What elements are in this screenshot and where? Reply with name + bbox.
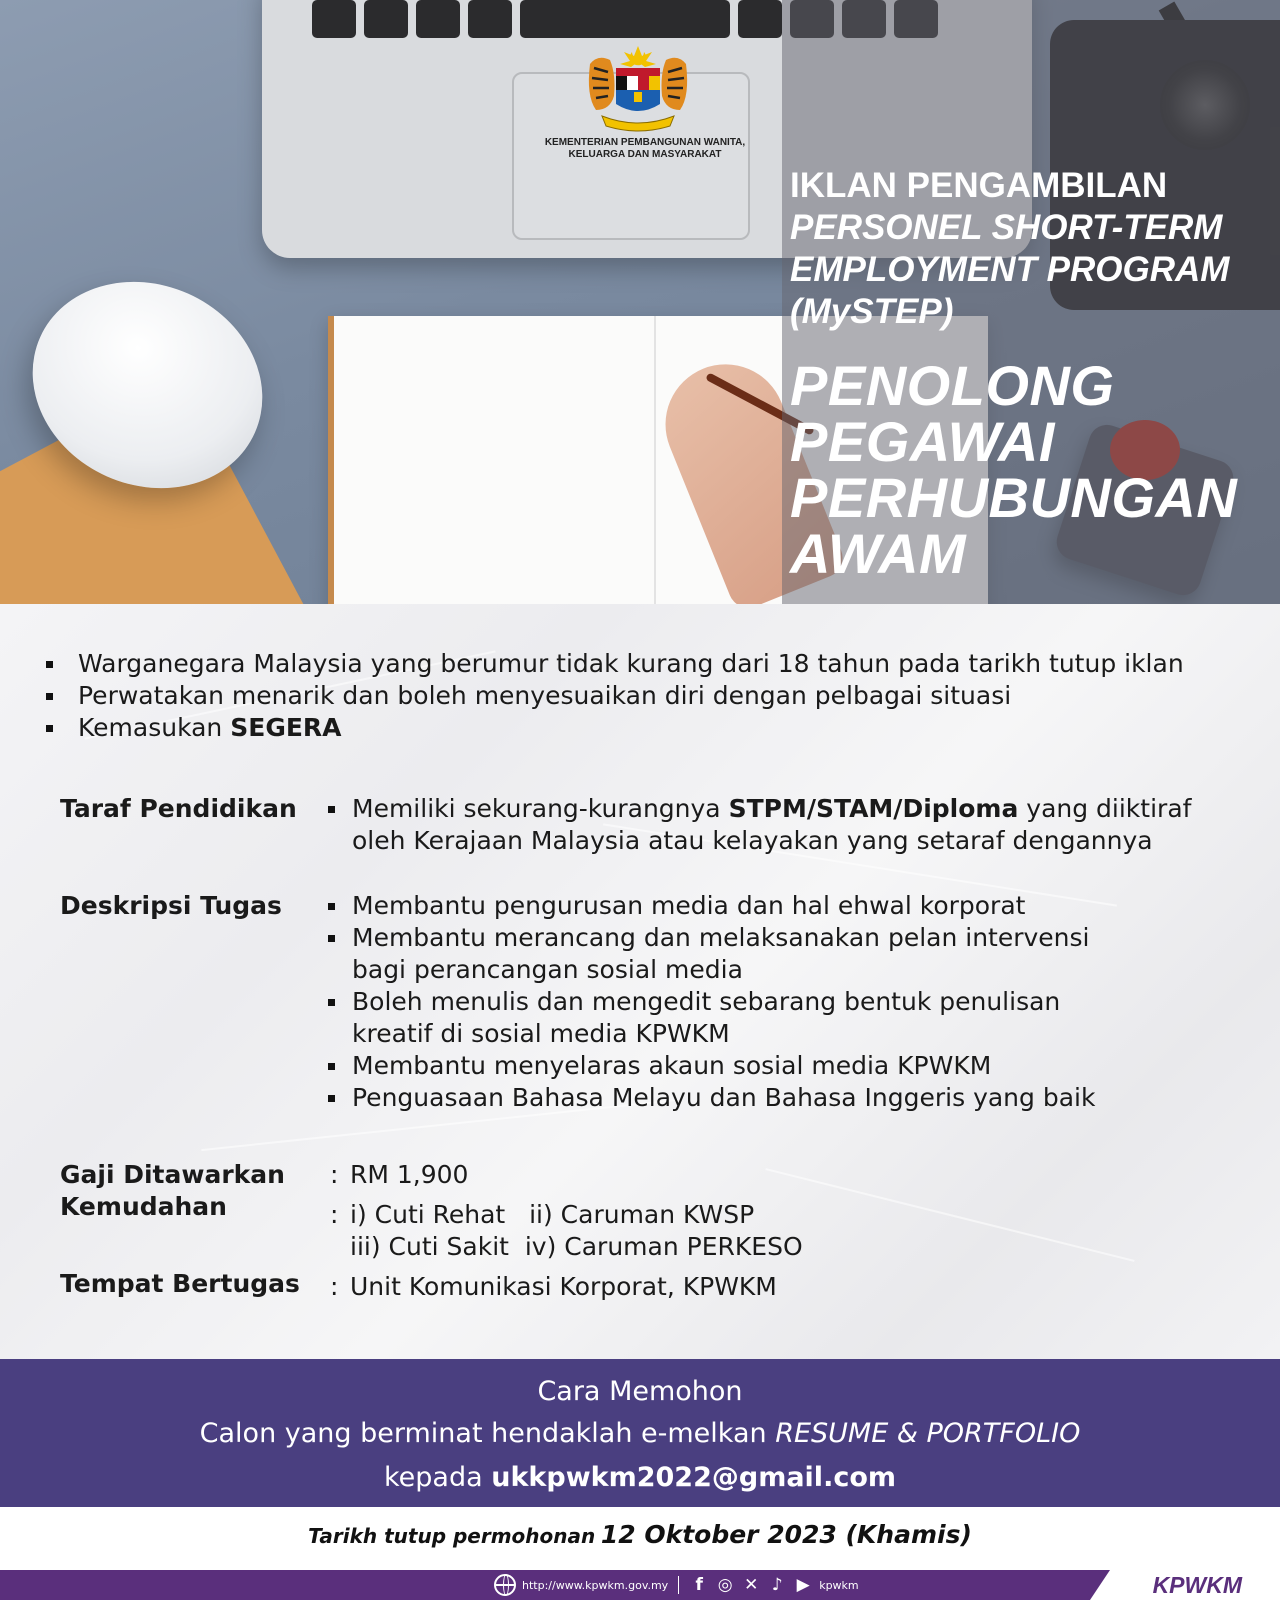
location-value: Unit Komunikasi Korporat, KPWKM	[350, 1272, 777, 1301]
duties-list	[328, 890, 1128, 1114]
globe-icon	[494, 1574, 516, 1596]
required-documents: RESUME & PORTFOLIO	[775, 1418, 1081, 1449]
apply-email-line: kepada ukkpwkm2022@gmail.com	[383, 1462, 897, 1493]
position-title: PENOLONG PEGAWAI PERHUBUNGAN AWAM	[790, 354, 1238, 585]
footer-bar	[0, 1570, 1280, 1600]
social-handle: kpwkm	[819, 1578, 859, 1592]
facebook-icon[interactable]: f	[695, 1575, 703, 1595]
list-item: Penguasaan Bahasa Melayu dan Bahasa Inggeris yang baik	[328, 1082, 1128, 1114]
apply-instruction: Calon yang berminat hendaklah e-melkan RESUME & PORTFOLIO	[199, 1418, 1081, 1449]
list-item: Boleh menulis dan mengedit sebarang bentuk penulisan kreatif di sosial media KPWKM	[328, 986, 1128, 1050]
location-label: Tempat Bertugas	[60, 1269, 300, 1298]
salary-label: Gaji Ditawarkan	[60, 1160, 285, 1189]
closing-date: Tarikh tutup permohonan 12 Oktober 2023 (Khamis)	[308, 1520, 972, 1549]
coat-of-arms-logo	[580, 44, 696, 136]
list-item: Membantu menyelaras akaun sosial media KPWKM	[328, 1050, 1128, 1082]
benefits-line-2: iii) Cuti Sakit iv) Caruman PERKESO	[350, 1232, 803, 1261]
general-requirements	[46, 648, 1184, 744]
youtube-icon[interactable]: ▶	[796, 1575, 810, 1595]
hero-banner	[0, 0, 1280, 604]
x-icon[interactable]: ✕	[744, 1575, 759, 1595]
list-item: Memiliki sekurang-kurangnya STPM/STAM/Diploma yang diiktiraf oleh Kerajaan Malaysia atau kelayakan yang setaraf dengannya	[328, 793, 1228, 857]
qualification-level: STPM/STAM/Diploma	[728, 794, 1019, 823]
email-link[interactable]: ukkpwkm2022@gmail.com	[491, 1462, 897, 1493]
list-item: Perwatakan menarik dan boleh menyesuaikan diri dengan pelbagai situasi	[46, 680, 1184, 712]
benefits-line-1: i) Cuti Rehat ii) Caruman KWSP	[350, 1200, 755, 1229]
closing-date-value: 12 Oktober 2023 (Khamis)	[600, 1520, 972, 1549]
ad-heading: IKLAN PENGAMBILAN	[790, 166, 1168, 205]
duties-label: Deskripsi Tugas	[60, 891, 282, 920]
list-item: Kemasukan SEGERA	[46, 712, 1184, 744]
how-to-apply-band	[0, 1359, 1280, 1507]
list-item: Warganegara Malaysia yang berumur tidak kurang dari 18 tahun pada tarikh tutup iklan	[46, 648, 1184, 680]
website-link[interactable]: http://www.kpwkm.gov.my	[522, 1578, 669, 1592]
apply-title: Cara Memohon	[537, 1376, 743, 1407]
salary-value: RM 1,900	[350, 1160, 469, 1189]
footer-links	[494, 1570, 859, 1600]
list-item: Membantu merancang dan melaksanakan pelan intervensi bagi perancangan sosial media	[328, 922, 1128, 986]
benefits-label: Kemudahan	[60, 1192, 227, 1221]
program-name: PERSONEL SHORT-TERM EMPLOYMENT PROGRAM (MySTEP)	[790, 208, 1230, 331]
tiktok-icon[interactable]: ♪	[771, 1575, 783, 1595]
education-list	[328, 793, 1228, 857]
entry-urgency: SEGERA	[230, 713, 342, 742]
list-item: Membantu pengurusan media dan hal ehwal korporat	[328, 890, 1128, 922]
brand-logo: KPWKM	[1152, 1572, 1242, 1598]
education-label: Taraf Pendidikan	[60, 794, 297, 823]
instagram-icon[interactable]: ◎	[717, 1575, 733, 1595]
ministry-name: KEMENTERIAN PEMBANGUNAN WANITA, KELUARGA DAN MASYARAKAT	[544, 137, 746, 160]
